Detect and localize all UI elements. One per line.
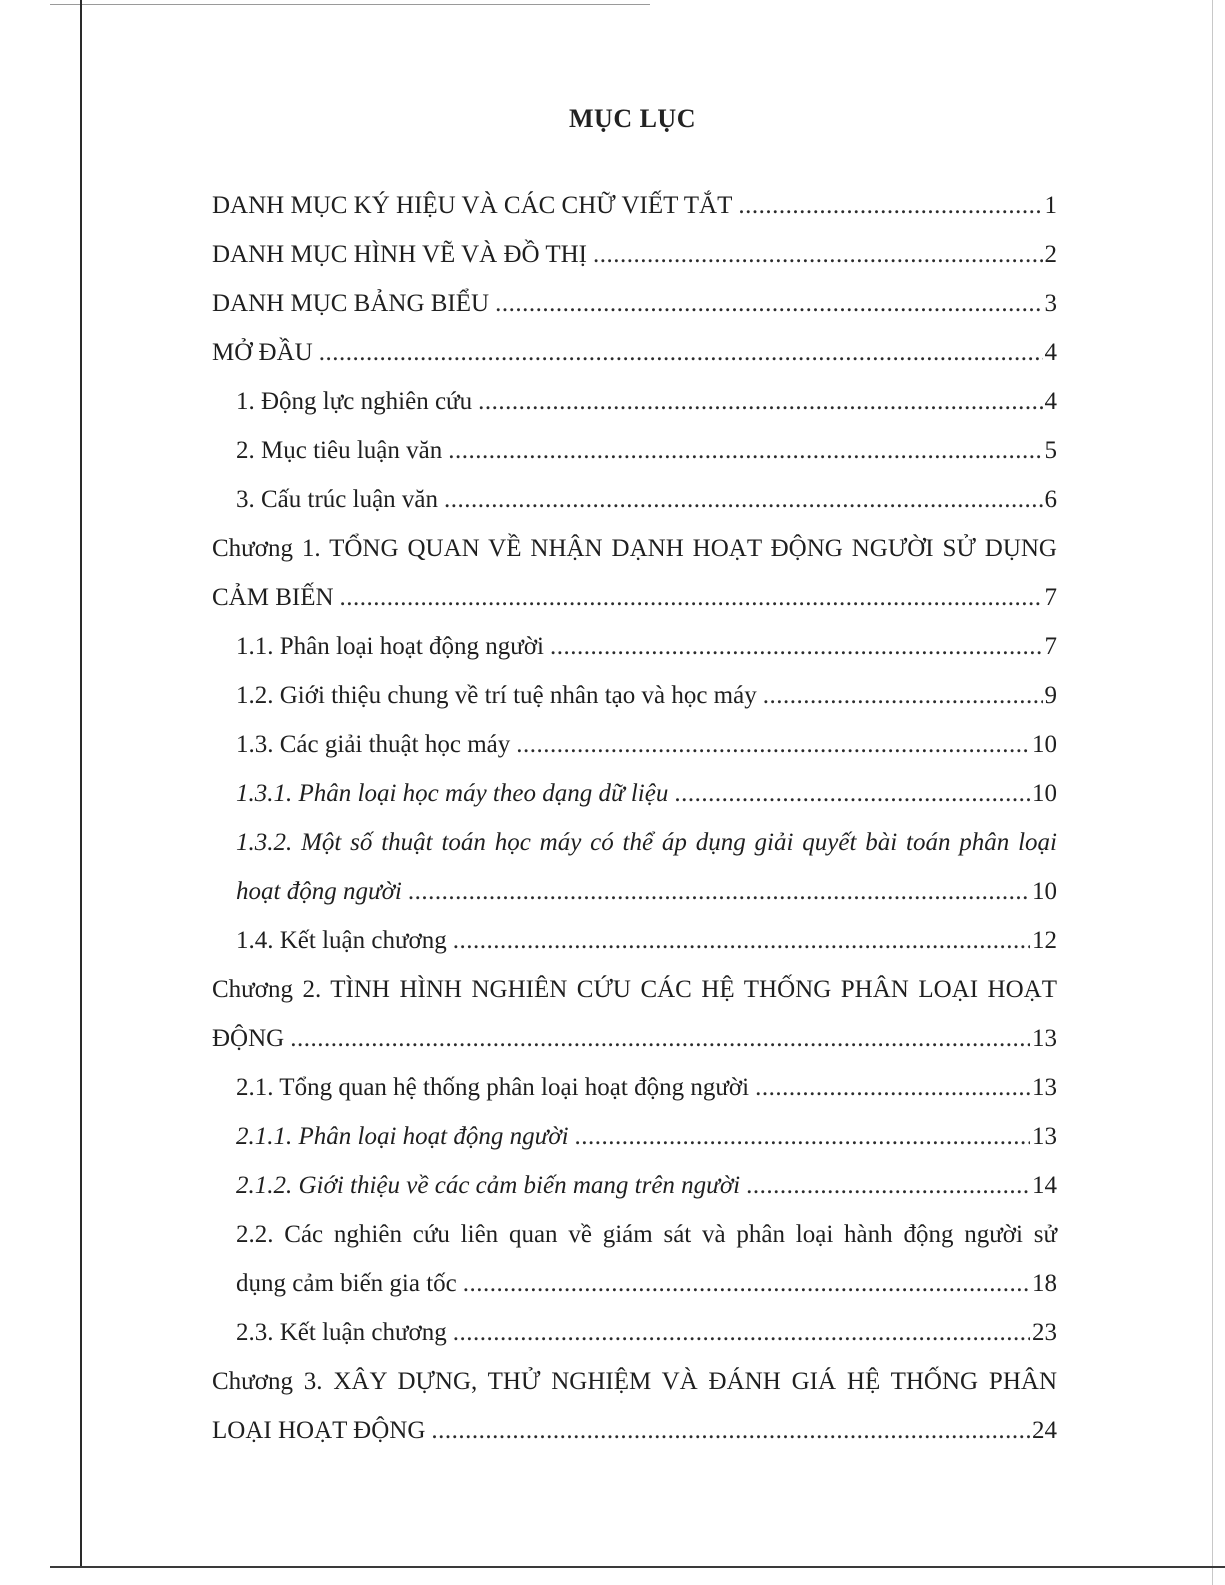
toc-entry-line (212, 235, 1057, 275)
toc-entry-line (236, 431, 1057, 471)
toc-entry-page-number: 5 (1044, 437, 1057, 464)
toc-entry-title: 2.1.2. Giới thiệu về các cảm biến mang trên người (236, 1172, 741, 1199)
toc-entry[interactable] (212, 970, 1057, 1059)
dot-leader (575, 1117, 1030, 1157)
dot-leader (463, 1264, 1030, 1304)
toc-entry-page-number: 7 (1044, 633, 1057, 660)
toc-entry-line (236, 1166, 1057, 1206)
scan-top-edge (50, 4, 650, 5)
toc-entry[interactable] (236, 382, 1057, 422)
toc-entry-title: DANH MỤC KÝ HIỆU VÀ CÁC CHỮ VIẾT TẮT (212, 192, 733, 219)
toc-entry-title: 1.3. Các giải thuật học máy (236, 731, 511, 758)
toc-entry-title-line: Chương 1. TỔNG QUAN VỀ NHẬN DẠNH HOẠT ĐỘNG NGƯỜI SỬ DỤNG (212, 535, 1057, 562)
toc-entry-page-number: 4 (1044, 388, 1057, 415)
dot-leader (593, 235, 1043, 275)
toc-entry[interactable] (236, 1215, 1057, 1304)
page-title: MỤC LỤC (569, 104, 696, 133)
toc-entry-title: MỞ ĐẦU (212, 339, 313, 366)
dot-leader (738, 186, 1042, 226)
toc-entry-title: hoạt động người (236, 878, 402, 905)
toc-entry[interactable] (212, 186, 1057, 226)
dot-leader (448, 431, 1042, 471)
toc-entry[interactable] (236, 1117, 1057, 1157)
toc-entry-page-number: 9 (1044, 682, 1057, 709)
toc-entry[interactable] (236, 725, 1057, 765)
toc-entry-title-line: 2.2. Các nghiên cứu liên quan về giám sát và phân loại hành động người sử (236, 1221, 1057, 1248)
toc-entry-line (212, 1411, 1057, 1451)
toc-entry[interactable] (236, 627, 1057, 667)
toc-entry-title: 1. Động lực nghiên cứu (236, 388, 473, 415)
toc-entry-line (236, 676, 1057, 716)
toc-entry-title-line: Chương 2. TÌNH HÌNH NGHIÊN CỨU CÁC HỆ THỐNG PHÂN LOẠI HOẠT (212, 976, 1057, 1003)
toc-entry-line (236, 1068, 1057, 1108)
toc-entry[interactable] (212, 529, 1057, 618)
toc-entry-title: 1.1. Phân loại hoạt động người (236, 633, 544, 660)
toc-entry-title: CẢM BIẾN (212, 584, 334, 611)
toc-entry-page-number: 10 (1032, 780, 1057, 807)
toc-entry-title-line: 1.3.2. Một số thuật toán học máy có thể áp dụng giải quyết bài toán phân loại (236, 829, 1057, 856)
dot-leader (408, 872, 1030, 912)
toc-entry-page-number: 13 (1032, 1123, 1057, 1150)
toc-entry-title: 2. Mục tiêu luận văn (236, 437, 443, 464)
binding-margin-line (80, 0, 82, 1568)
toc-entry[interactable] (236, 1166, 1057, 1206)
toc-entry-line (236, 627, 1057, 667)
toc-entry-page-number: 3 (1044, 290, 1057, 317)
scan-right-edge (1212, 0, 1213, 1585)
toc-entry-line (236, 921, 1057, 961)
toc-entry[interactable] (236, 431, 1057, 471)
toc-entry-title: LOẠI HOẠT ĐỘNG (212, 1417, 426, 1444)
toc-entry[interactable] (212, 333, 1057, 373)
toc-entry-line (212, 1019, 1057, 1059)
toc-entry[interactable] (236, 1313, 1057, 1353)
toc-entry[interactable] (236, 480, 1057, 520)
toc-entry-page-number: 10 (1032, 731, 1057, 758)
toc-entry-page-number: 4 (1044, 339, 1057, 366)
toc-entry-line (236, 774, 1057, 814)
toc-entry-title: 2.3. Kết luận chương (236, 1319, 447, 1346)
dot-leader (319, 333, 1043, 373)
toc-entry-title: 2.1. Tổng quan hệ thống phân loại hoạt động người (236, 1074, 750, 1101)
toc-entry-page-number: 6 (1044, 486, 1057, 513)
toc-entry-line (236, 1264, 1057, 1304)
toc-entry-line (236, 1313, 1057, 1353)
toc-entry-title: DANH MỤC HÌNH VẼ VÀ ĐỒ THỊ (212, 241, 587, 268)
toc-entry-title: DANH MỤC BẢNG BIỂU (212, 290, 490, 317)
toc-entry-line (236, 1117, 1057, 1157)
dot-leader (674, 774, 1030, 814)
dot-leader (431, 1411, 1030, 1451)
table-of-contents (212, 186, 1057, 1460)
toc-entry-title: 1.4. Kết luận chương (236, 927, 447, 954)
toc-entry-line (212, 578, 1057, 618)
dot-leader (550, 627, 1043, 667)
toc-entry[interactable] (236, 1068, 1057, 1108)
toc-entry-page-number: 2 (1044, 241, 1057, 268)
toc-entry-page-number: 24 (1032, 1417, 1057, 1444)
toc-entry-page-number: 12 (1032, 927, 1057, 954)
toc-entry[interactable] (236, 823, 1057, 912)
dot-leader (340, 578, 1043, 618)
dot-leader (755, 1068, 1030, 1108)
dot-leader (478, 382, 1042, 422)
toc-entry-page-number: 13 (1032, 1074, 1057, 1101)
toc-entry[interactable] (236, 676, 1057, 716)
toc-entry-title: 2.1.1. Phân loại hoạt động người (236, 1123, 569, 1150)
toc-entry-title: ĐỘNG (212, 1025, 285, 1052)
toc-entry-page-number: 1 (1044, 192, 1057, 219)
toc-entry-page-number: 18 (1032, 1270, 1057, 1297)
dot-leader (746, 1166, 1030, 1206)
toc-entry-line (212, 186, 1057, 226)
dot-leader (453, 1313, 1030, 1353)
dot-leader (763, 676, 1043, 716)
toc-entry-page-number: 14 (1032, 1172, 1057, 1199)
toc-entry[interactable] (212, 235, 1057, 275)
toc-entry-line (236, 872, 1057, 912)
toc-entry[interactable] (212, 1362, 1057, 1451)
dot-leader (290, 1019, 1030, 1059)
toc-entry-line (212, 333, 1057, 373)
toc-entry-title: 1.2. Giới thiệu chung về trí tuệ nhân tạo và học máy (236, 682, 757, 709)
toc-entry-title: dụng cảm biến gia tốc (236, 1270, 457, 1297)
dot-leader (495, 284, 1042, 324)
toc-entry-line (212, 284, 1057, 324)
toc-entry[interactable] (236, 774, 1057, 814)
scan-bottom-edge (50, 1566, 1225, 1568)
toc-entry-title: 1.3.1. Phân loại học máy theo dạng dữ liệu (236, 780, 669, 807)
dot-leader (444, 480, 1042, 520)
toc-entry[interactable] (236, 921, 1057, 961)
dot-leader (516, 725, 1030, 765)
toc-entry-line (236, 725, 1057, 765)
dot-leader (453, 921, 1030, 961)
toc-entry-line (236, 480, 1057, 520)
toc-entry-page-number: 13 (1032, 1025, 1057, 1052)
toc-entry-page-number: 23 (1032, 1319, 1057, 1346)
toc-entry-page-number: 7 (1044, 584, 1057, 611)
toc-entry-line (236, 382, 1057, 422)
toc-entry-title: 3. Cấu trúc luận văn (236, 486, 439, 513)
toc-entry-page-number: 10 (1032, 878, 1057, 905)
toc-entry-title-line: Chương 3. XÂY DỰNG, THỬ NGHIỆM VÀ ĐÁNH GIÁ HỆ THỐNG PHÂN (212, 1368, 1057, 1395)
toc-entry[interactable] (212, 284, 1057, 324)
